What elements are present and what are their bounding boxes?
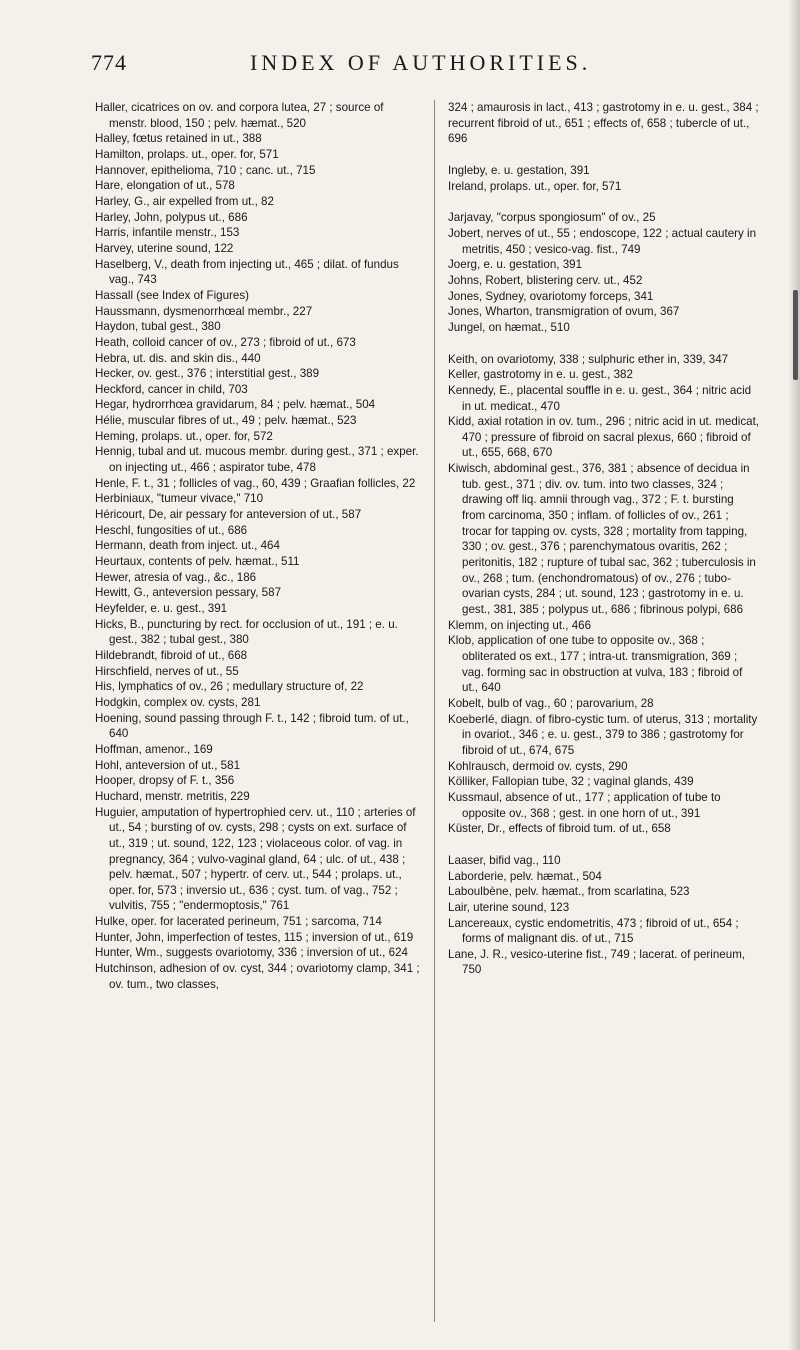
index-entry-koeberle: Koeberlé, diagn. of fibro-cystic tum. of uterus, 313 ; mortality in ovariot., 346 ; e. u. gest., 379 to 386 ; gastrotomy for fibroid of ut., 674, 675	[448, 712, 758, 757]
index-entry-hecker: Hecker, ov. gest., 376 ; interstitial gest., 389	[95, 367, 320, 381]
index-entry-hebra: Hebra, ut. dis. and skin dis., 440	[95, 351, 261, 365]
index-entry-jobert: Jobert, nerves of ut., 55 ; endoscope, 122 ; actual cautery in metritis, 450 ; vesico-vag. fist., 749	[448, 226, 757, 256]
index-entry-keller: Keller, gastrotomy in e. u. gest., 382	[448, 368, 633, 382]
index-entry-hirschfield: Hirschfield, nerves of ut., 55	[95, 664, 239, 678]
index-entry-haselberg: Haselberg, V., death from injecting ut., 465 ; dilat. of fundus vag., 743	[95, 257, 399, 287]
index-entry-halley: Halley, fœtus retained in ut., 388	[95, 132, 262, 146]
left-column	[95, 100, 420, 992]
index-entry-heurtaux: Heurtaux, contents of pelv. hæmat., 511	[95, 555, 300, 569]
index-entry-jungel: Jungel, on hæmat., 510	[448, 320, 570, 334]
index-entry-kolliker: Kölliker, Fallopian tube, 32 ; vaginal glands, 439	[448, 775, 694, 789]
index-entry-hoffman: Hoffman, amenor., 169	[95, 742, 213, 756]
index-entry-hannover: Hannover, epithelioma, 710 ; canc. ut., 715	[95, 163, 316, 177]
index-entry-hunter-john: Hunter, John, imperfection of testes, 115 ; inversion of ut., 619	[95, 930, 414, 944]
index-entry-haussmann: Haussmann, dysmenorrhœal membr., 227	[95, 304, 313, 318]
index-entry-harvey: Harvey, uterine sound, 122	[95, 241, 234, 255]
index-entry-kohlrausch: Kohlrausch, dermoid ov. cysts, 290	[448, 759, 628, 773]
index-entry-lair: Lair, uterine sound, 123	[448, 900, 570, 914]
index-entry-lancereaux: Lancereaux, cystic endometritis, 473 ; fibroid of ut., 654 ; forms of malignant dis. of ut., 715	[448, 916, 739, 946]
index-entry-hunter-wm: Hunter, Wm., suggests ovariotomy, 336 ; inversion of ut., 624	[95, 946, 408, 960]
index-entry-kidd: Kidd, axial rotation in ov. tum., 296 ; nitric acid in ut. medicat, 470 ; pressure of fibroid on sacral plexus, 660 ; fibroid of ut., 655, 668, 670	[448, 415, 760, 460]
index-entry-hooper: Hooper, dropsy of F. t., 356	[95, 774, 235, 788]
index-entry-kussmaul: Kussmaul, absence of ut., 177 ; application of tube to opposite ov., 368 ; gest. in one horn of ut., 391	[448, 790, 721, 820]
index-entry-hoening: Hoening, sound passing through F. t., 142 ; fibroid tum. of ut., 640	[95, 711, 409, 741]
index-entry-harris: Harris, infantile menstr., 153	[95, 226, 240, 240]
index-entry-heming: Heming, prolaps. ut., oper. for, 572	[95, 429, 273, 443]
section-gap	[448, 336, 760, 352]
index-entry-helie: Hélie, muscular fibres of ut., 49 ; pelv. hæmat., 523	[95, 414, 357, 428]
index-entry-hare: Hare, elongation of ut., 578	[95, 179, 235, 193]
index-entry-hewitt: Hewitt, G., anteversion pessary, 587	[95, 586, 282, 600]
index-entry-huchard: Huchard, menstr. metritis, 229	[95, 789, 250, 803]
index-entry-herbiniaux: Herbiniaux, "tumeur vivace," 710	[95, 492, 264, 506]
index-entry-kobelt: Kobelt, bulb of vag., 60 ; parovarium, 28	[448, 696, 654, 710]
index-entry-joerg: Joerg, e. u. gestation, 391	[448, 258, 583, 272]
page-edge-mark	[793, 290, 798, 380]
index-entry-hohl: Hohl, anteversion of ut., 581	[95, 758, 241, 772]
section-gap	[448, 194, 760, 210]
index-entry-kennedy: Kennedy, E., placental souffle in e. u. gest., 364 ; nitric acid in ut. medicat., 470	[448, 383, 752, 413]
index-entry-hodgkin: Hodgkin, complex ov. cysts, 281	[95, 695, 261, 709]
index-entry-hericourt: Héricourt, De, air pessary for anteversion of ut., 587	[95, 508, 362, 522]
index-entry-hennig: Hennig, tubal and ut. mucous membr. during gest., 371 ; exper. on injecting ut., 466 ; aspirator tube, 478	[95, 445, 419, 475]
index-entry-huguier: Huguier, amputation of hypertrophied cerv. ut., 110 ; arteries of ut., 54 ; bursting of ov. cysts, 298 ; cysts on ext. surface of ut., 319 ; ut. sound, 122, 123 ; violaceous color. of vag. in pregnancy, 364 ; vulvo-vaginal gland, 64 ; ulc. of ut., 438 ; pelv. hæmat., 507 ; hypertr. of cerv. ut., 544 ; prolaps. ut., oper. for, 573 ; inversio ut., 636 ; cyst. tum. of vag., 752 ; vulvitis, 755 ; "endermoptosis," 761	[95, 805, 416, 913]
index-entry-haydon: Haydon, tubal gest., 380	[95, 320, 221, 334]
column-divider	[434, 100, 435, 1322]
index-entry-jones-sydney: Jones, Sydney, ovariotomy forceps, 341	[448, 289, 654, 303]
index-entry-harley-john: Harley, John, polypus ut., 686	[95, 210, 248, 224]
index-entry-laboulbene: Laboulbène, pelv. hæmat., from scarlatina, 523	[448, 885, 690, 899]
index-entry-harley-g: Harley, G., air expelled from ut., 82	[95, 194, 274, 208]
index-entry-klemm: Klemm, on injecting ut., 466	[448, 618, 592, 632]
index-entry-johns: Johns, Robert, blistering cerv. ut., 452	[448, 273, 643, 287]
index-entry-keith: Keith, on ovariotomy, 338 ; sulphuric ether in, 339, 347	[448, 352, 729, 366]
index-entry-hulke: Hulke, oper. for lacerated perineum, 751 ; sarcoma, 714	[95, 915, 382, 929]
page-edge-shadow	[788, 0, 800, 1350]
index-entry-hildebrandt: Hildebrandt, fibroid of ut., 668	[95, 648, 248, 662]
index-entry-hutchinson-continued: 324 ; amaurosis in lact., 413 ; gastrotomy in e. u. gest., 384 ; recurrent fibroid of ut., 651 ; effects of, 658 ; tubercle of ut., 696	[448, 101, 759, 146]
index-entry-hewer: Hewer, atresia of vag., &c., 186	[95, 570, 257, 584]
index-entry-jarjavay: Jarjavay, "corpus spongiosum" of ov., 25	[448, 211, 656, 225]
right-column	[448, 100, 760, 978]
section-gap	[448, 837, 760, 853]
index-entry-laborderie: Laborderie, pelv. hæmat., 504	[448, 869, 602, 883]
index-entry-hutchinson: Hutchinson, adhesion of ov. cyst, 344 ; ovariotomy clamp, 341 ; ov. tum., two classes,	[95, 962, 420, 991]
index-entry-hamilton: Hamilton, prolaps. ut., oper. for, 571	[95, 147, 279, 161]
index-entry-heschl: Heschl, fungosities of ut., 686	[95, 523, 248, 537]
index-entry-ireland: Ireland, prolaps. ut., oper. for, 571	[448, 179, 622, 193]
index-entry-kuster: Küster, Dr., effects of fibroid tum. of ut., 658	[448, 822, 671, 836]
index-entry-his: His, lymphatics of ov., 26 ; medullary structure of, 22	[95, 680, 364, 694]
index-entry-klob: Klob, application of one tube to opposite ov., 368 ; obliterated os ext., 177 ; intra-ut. transmigration, 369 ; vag. forming sac in obstruction at vulva, 183 ; fibroid of ut., 640	[448, 634, 743, 695]
index-entry-haller: Haller, cicatrices on ov. and corpora lutea, 27 ; source of menstr. blood, 150 ; pelv. hæmat., 520	[95, 101, 384, 130]
index-entry-jones-wharton: Jones, Wharton, transmigration of ovum, 367	[448, 305, 680, 319]
index-entry-henle: Henle, F. t., 31 ; follicles of vag., 60, 439 ; Graafian follicles, 22	[95, 476, 416, 490]
index-entry-heyfelder: Heyfelder, e. u. gest., 391	[95, 602, 228, 615]
running-head: INDEX OF AUTHORITIES.	[250, 50, 592, 75]
index-entry-kiwisch: Kiwisch, abdominal gest., 376, 381 ; absence of decidua in tub. gest., 371 ; div. ov. tum. into two classes, 324 ; drawing off liq. amnii through vag., 372 ; F. t. bursting from carcinoma, 350 ; inflam. of follicles of ov., 261 ; trocar for tapping ov. cysts, 328 ; mortality from tapping, 330 ; ov. gest., 376 ; parenchymatous ovaritis, 262 ; peritonitis, 182 ; rupture of tubal sac, 362 ; tuberculosis in ov., 268 ; tum. (enchondromatous) of ov., 276 ; tubo-ovarian cysts, 284 ; ut. sound, 123 ; gastrotomy in e. u. gest., 381, 385 ; polypus ut., 686 ; fibrinous polypi, 686	[448, 462, 756, 617]
index-entry-ingleby: Ingleby, e. u. gestation, 391	[448, 163, 590, 177]
index-entry-lane: Lane, J. R., vesico-uterine fist., 749 ; lacerat. of perineum, 750	[448, 947, 746, 977]
section-gap	[448, 147, 760, 163]
index-entry-hegar: Hegar, hydrorrhœa gravidarum, 84 ; pelv. hæmat., 504	[95, 398, 376, 412]
index-entry-laaser: Laaser, bifid vag., 110	[448, 853, 561, 867]
index-entry-hicks: Hicks, B., puncturing by rect. for occlusion of ut., 191 ; e. u. gest., 382 ; tubal gest., 380	[95, 617, 398, 647]
index-entry-hermann: Hermann, death from inject. ut., 464	[95, 539, 280, 553]
index-entry-hassall: Hassall (see Index of Figures)	[95, 288, 250, 302]
index-entry-heath: Heath, colloid cancer of ov., 273 ; fibroid of ut., 673	[95, 335, 356, 349]
page-number: 774	[91, 50, 127, 75]
index-entry-heckford: Heckford, cancer in child, 703	[95, 382, 248, 396]
